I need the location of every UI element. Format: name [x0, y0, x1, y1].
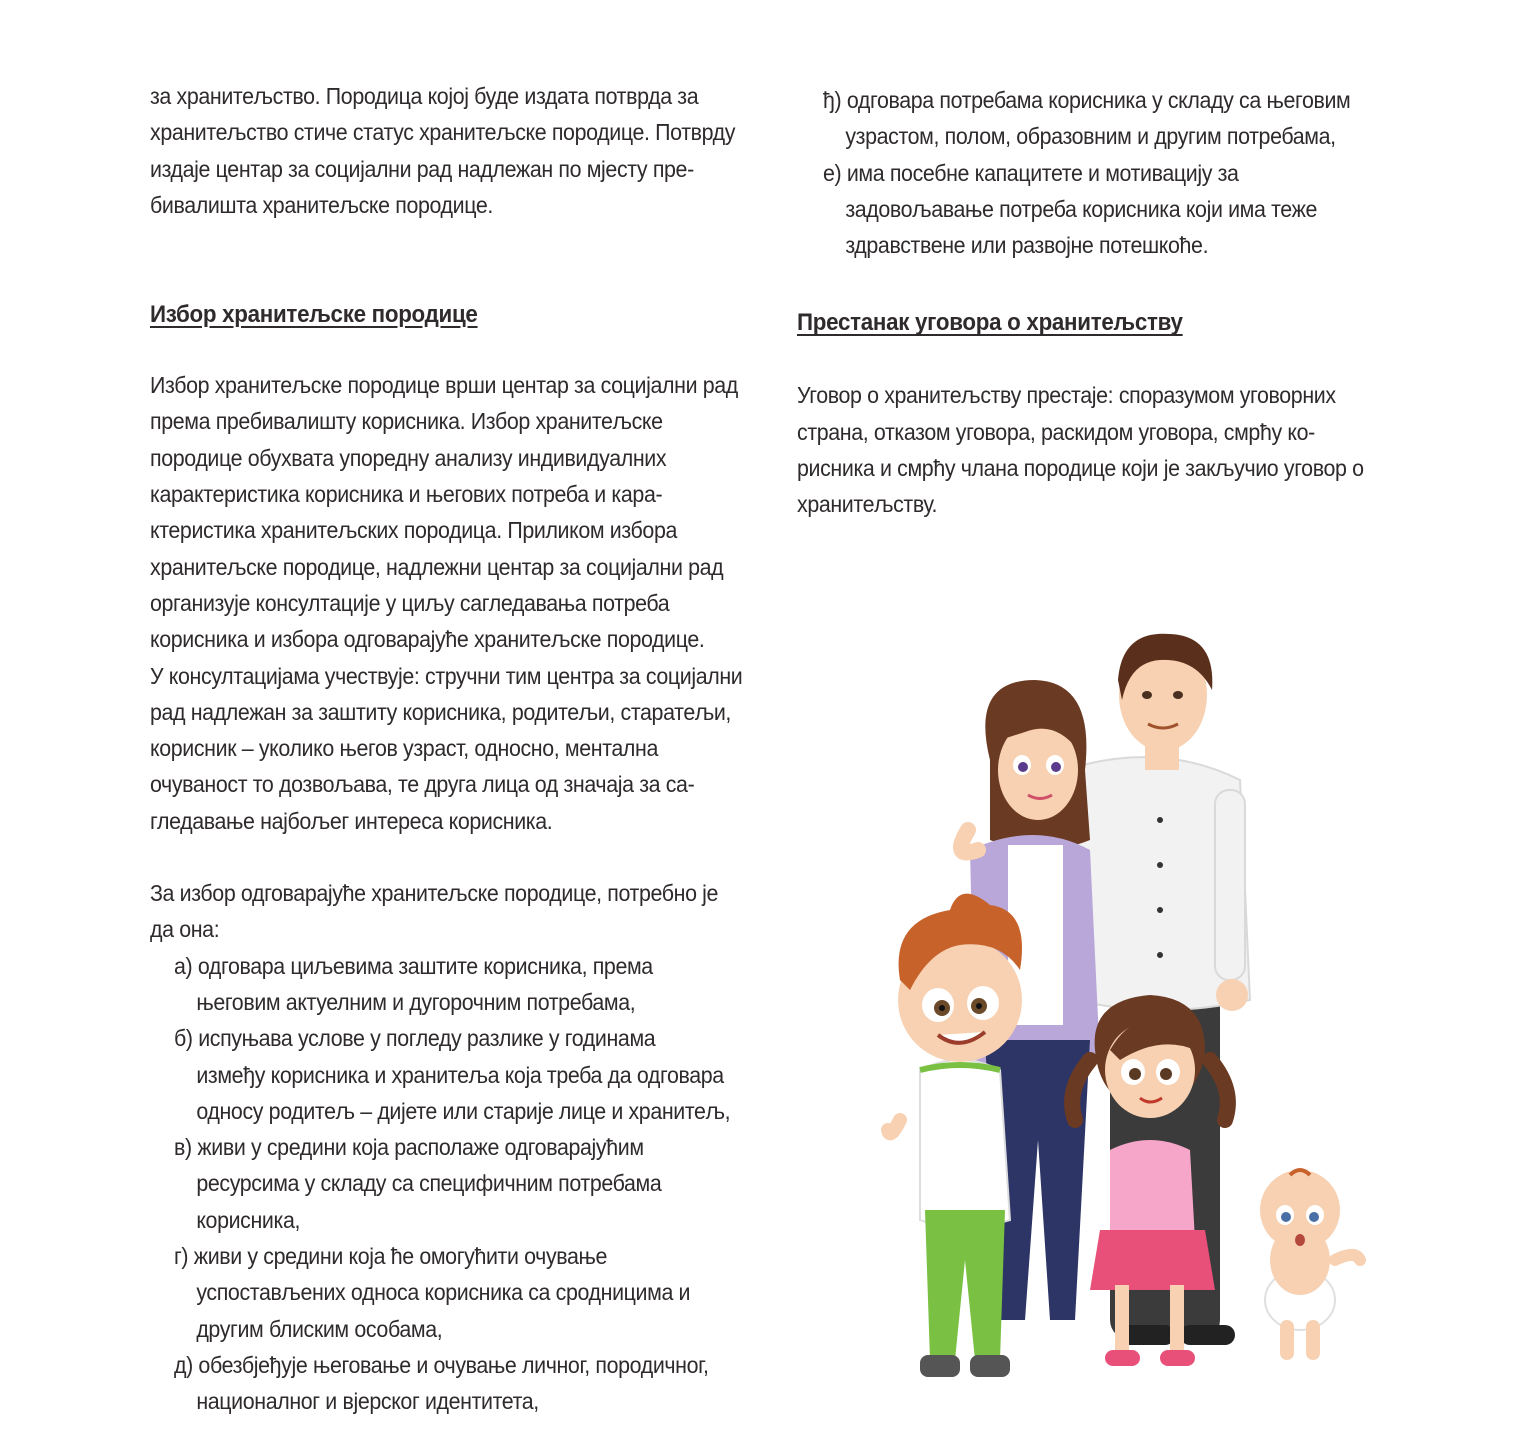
- list-item-line: в) живи у средини која располаже одговарајућим: [174, 1134, 644, 1161]
- text-line: корисника и избора одговарајуће хранитељске породице.: [150, 626, 705, 653]
- requirements-list: [174, 948, 750, 1420]
- list-item-line: између корисника и хранитеља која треба да одговара: [196, 1061, 724, 1088]
- text-line: Уговор о хранитељству престаје: споразумом уговорних: [797, 382, 1336, 409]
- text-line: хранитељство стиче статус хранитељске породице. Потврду: [150, 119, 736, 146]
- list-item-line: корисника,: [196, 1206, 301, 1233]
- list-item-line: б) испуњава услове у погледу разлике у годинама: [174, 1025, 656, 1052]
- list-item-line: а) одговара циљевима заштите корисника, према: [174, 952, 653, 979]
- requirements-intro: [150, 875, 750, 948]
- selection-paragraph: [150, 367, 750, 839]
- text-line: бивалишта хранитељске породице.: [150, 191, 493, 218]
- list-item-line: ђ) одговара потребама корисника у складу са његовим: [823, 87, 1351, 113]
- list-item: [174, 1020, 741, 1129]
- list-item-line: здравствене или развојне потешкоће.: [845, 232, 1209, 259]
- text-line: карактеристика корисника и његових потреба и кара-: [150, 481, 663, 508]
- termination-paragraph: [797, 377, 1397, 522]
- text-line: хранитељске породице, надлежни центар за социјални рад: [150, 553, 724, 580]
- text-line: У консултацијама учествује: стручни тим центра за социјални: [150, 662, 743, 689]
- text-line: организује консултације у циљу сагледавања потреба: [150, 589, 670, 616]
- list-item-line: узрастом, полом, образовним и другим потребама,: [845, 123, 1336, 150]
- text-line: корисник – уколико његов узраст, односно, ментална: [150, 735, 658, 762]
- text-line: рисника и смрћу члана породице који је закључио уговор о: [797, 455, 1364, 482]
- list-item: [174, 948, 741, 1021]
- baby-figure: [1260, 1170, 1360, 1360]
- text-line: издаје центар за социјални рад надлежан по мјесту пре-: [150, 155, 694, 182]
- list-item: [174, 1347, 741, 1420]
- intro-paragraph: [150, 78, 750, 223]
- text-line: очуваност то дозвољава, те друга лица од значаја за са-: [150, 771, 695, 798]
- text-line: гледавање најбољег интереса корисника.: [150, 807, 553, 834]
- text-line: према пребивалишту корисника. Избор хранитељске: [150, 408, 663, 435]
- text-line: рад надлежан за заштиту корисника, родитељи, старатељи,: [150, 698, 732, 725]
- text-line: Избор хранитељске породице врши центар за социјални рад: [150, 372, 738, 399]
- list-item: [174, 1129, 741, 1238]
- text-line: страна, отказом уговора, раскидом уговора, смрћу ко-: [797, 418, 1315, 445]
- list-item-line: задовољавање потреба корисника који има теже: [845, 195, 1318, 222]
- section-heading-termination: Престанак уговора о хранитељству: [797, 309, 1183, 337]
- section-heading-selection: Избор хранитељске породице: [150, 301, 478, 329]
- list-item-line: д) обезбјеђује његовање и очување личног, породичног,: [174, 1351, 709, 1378]
- list-item-line: ресурсима у складу са специфичним потребама: [196, 1170, 662, 1197]
- text-line: За избор одговарајуће хранитељске породице, потребно је: [150, 880, 719, 907]
- text-line: да она:: [150, 916, 220, 943]
- list-item-line: г) живи у средини која ће омогућити очување: [174, 1243, 608, 1270]
- left-column: [150, 78, 750, 1420]
- family-illustration: [860, 620, 1380, 1420]
- text-line: хранитељству.: [797, 491, 938, 518]
- list-item-line: другим блиским особама,: [196, 1315, 443, 1342]
- list-item-line: националног и вјерског идентитета,: [196, 1388, 539, 1415]
- list-item: [823, 155, 1390, 264]
- right-column: [797, 82, 1397, 523]
- list-item-line: односу родитељ – дијете или старије лице и хранитељ,: [196, 1097, 731, 1124]
- list-item: [823, 82, 1390, 155]
- list-item-line: успостављених односа корисника са сродницима и: [196, 1279, 691, 1306]
- list-item-line: његовим актуелним и дугорочним потребама,: [196, 988, 636, 1015]
- text-line: ктеристика хранитељских породица. Приликом избора: [150, 517, 678, 544]
- text-line: за хранитељство. Породица којој буде издата потврда за: [150, 83, 699, 109]
- list-item-line: е) има посебне капацитете и мотивацију за: [823, 159, 1239, 186]
- text-line: породице обухвата упоредну анализу индивидуалних: [150, 444, 667, 471]
- list-item: [174, 1238, 741, 1347]
- requirements-list-continued: [823, 82, 1397, 263]
